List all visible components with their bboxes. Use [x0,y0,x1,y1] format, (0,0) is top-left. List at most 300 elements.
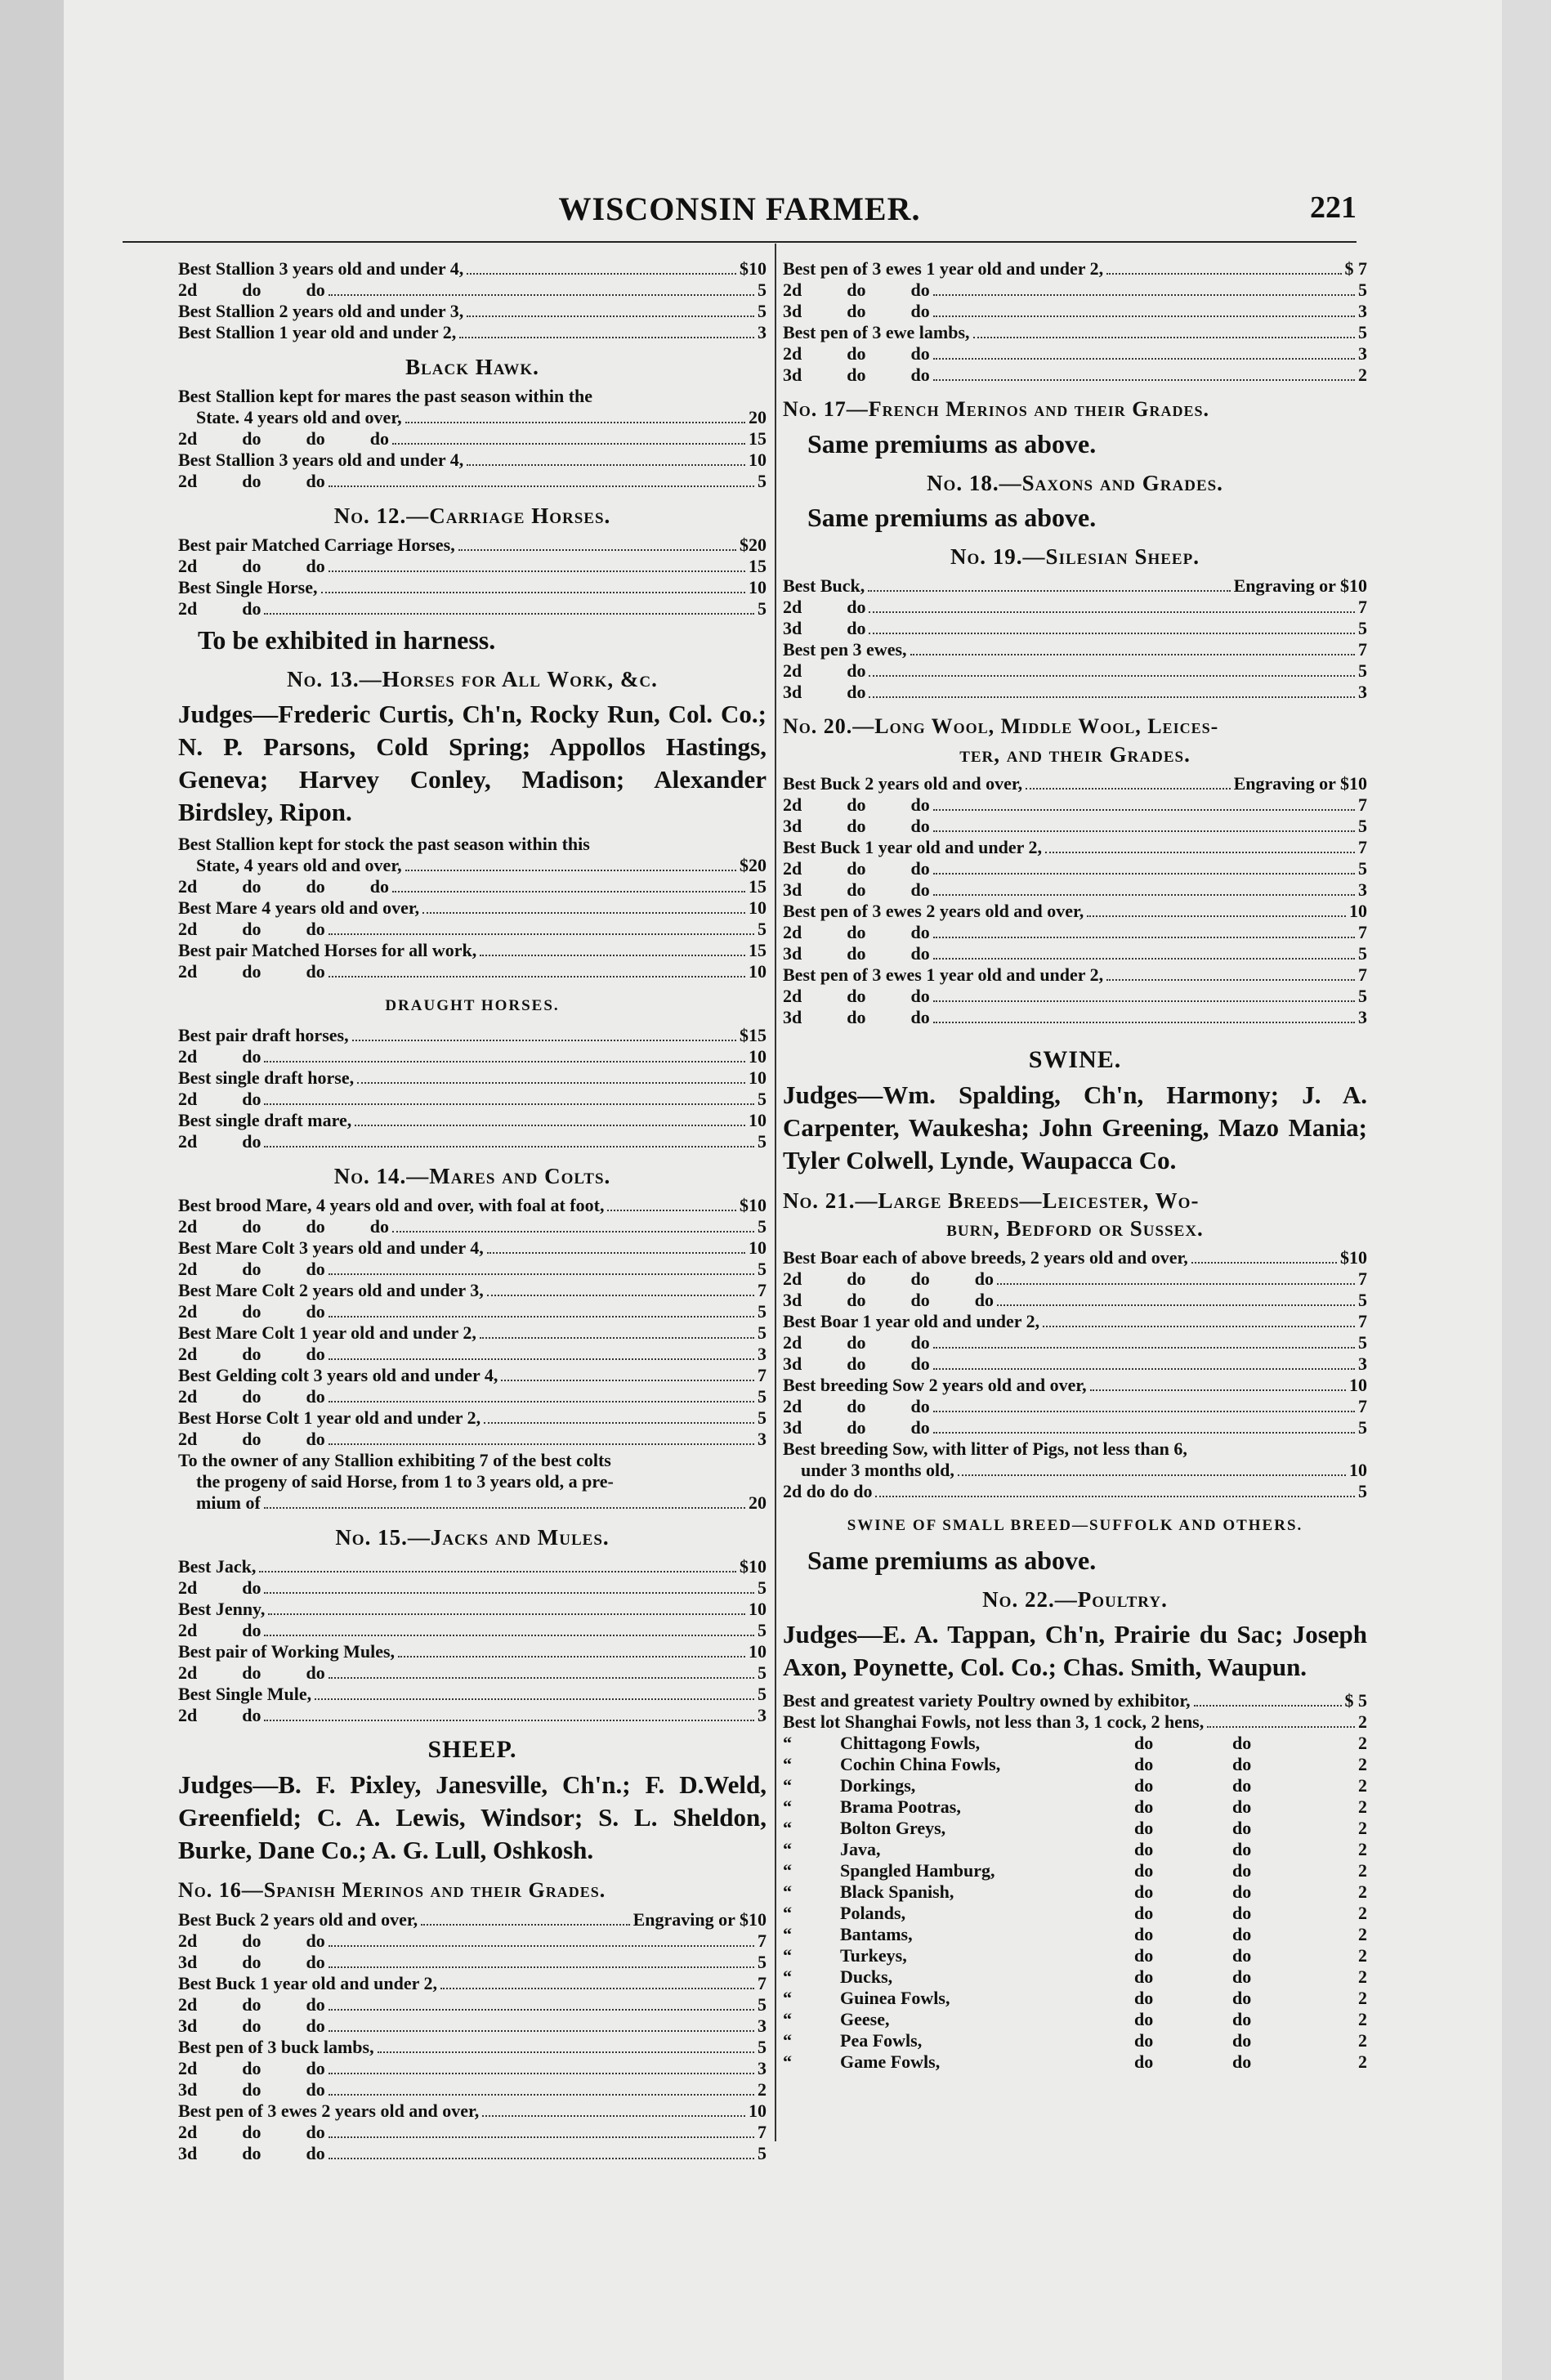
premium-label: Best Gelding colt 3 years old and under 4, [178,1365,498,1385]
premium-line [178,428,767,450]
premium-label: Best pair of Working Mules, [178,1641,396,1662]
dot-leader [264,1146,754,1148]
dot-leader [973,337,1355,338]
premium-label: Best Boar 1 year old and under 2, [783,1311,1040,1331]
premium-amount: 3 [758,1344,767,1364]
premium-line [783,1438,1367,1460]
premium-line [178,1344,767,1365]
premium-amount: 5 [1358,1332,1367,1353]
premium-label: Best pair Matched Carriage Horses, [178,535,455,555]
dot-leader [357,1082,745,1084]
premium-amount: 2 [1358,1860,1367,1881]
premium-line [178,1705,767,1726]
premium-amount: 20 [749,407,767,427]
premium-amount: 10 [1349,901,1367,921]
premium-amount: $10 [1340,1247,1367,1268]
premium-line [783,901,1367,922]
premium-label: Best Buck 2 years old and over, [783,773,1023,794]
premium-label: mium of [196,1492,261,1513]
ditto-do: do [1134,1881,1154,1902]
premium-label: 3d do do do [783,1290,994,1310]
dot-leader [607,1210,736,1211]
premium-line [178,876,767,897]
dot-leader [329,1945,754,1947]
poultry-row [783,1839,1367,1860]
premium-amount: 10 [1349,1460,1367,1480]
premium-line [783,1481,1367,1502]
premium-label: Best Mare Colt 3 years old and under 4, [178,1237,484,1258]
premium-amount: 5 [1358,858,1367,879]
ditto-do: do [1134,1733,1154,1753]
premium-amount: 3 [758,2058,767,2078]
premium-amount: 5 [1358,618,1367,638]
premium-line [178,1407,767,1429]
premium-line [178,280,767,301]
ditto-do: do [1232,1903,1252,1923]
dot-leader [459,337,754,338]
premium-label: Best pen of 3 ewes 2 years old and over, [783,901,1084,921]
premium-line [178,1322,767,1344]
premium-line [178,1089,767,1110]
ditto-do: do [1134,1966,1154,1987]
premium-amount: 5 [758,280,767,300]
poultry-row [783,1775,1367,1796]
premium-label: Best Buck 2 years old and over, [178,1909,418,1930]
ditto-do: do [1134,1775,1154,1796]
premium-amount: 10 [749,1237,767,1258]
ditto-mark: “ [783,1775,792,1796]
premium-label: 2d do [783,660,866,681]
premium-line [178,961,767,982]
premium-line [178,535,767,556]
premium-amount: 7 [758,1280,767,1300]
premium-line [783,280,1367,301]
dot-leader [997,1304,1355,1306]
premium-line [783,816,1367,837]
premium-line [783,964,1367,986]
work-horses-list [178,876,767,982]
dot-leader [933,1347,1355,1349]
premium-line [178,1930,767,1952]
ditto-mark: “ [783,2009,792,2029]
premium-amount: 7 [1358,837,1367,857]
premium-line [783,943,1367,964]
premium-label: Best Stallion 1 year old and under 2, [178,322,457,342]
premium-amount: 2 [1358,1966,1367,1987]
premium-line [178,1492,767,1514]
dot-leader [329,1677,754,1679]
premium-amount: Engraving or $10 [632,1909,767,1930]
premium-label: 2d do [178,1089,261,1109]
premium-amount: 7 [758,2122,767,2142]
poultry-row [783,1860,1367,1881]
dot-leader [869,611,1355,613]
premium-amount: 7 [758,1365,767,1385]
premium-amount: Engraving or $10 [1233,575,1367,596]
premium-amount: 5 [758,1620,767,1640]
section-heading: No. 22.—Poultry. [982,1587,1168,1612]
dot-leader [392,1231,754,1232]
premium-amount: $20 [740,855,767,875]
dot-leader [933,873,1355,875]
premium-amount: 7 [1358,922,1367,942]
poultry-row [783,1945,1367,1966]
breed-name: Polands, [840,1903,906,1923]
dot-leader [392,443,745,445]
premium-label: 2d do do [783,343,930,364]
premium-amount: $15 [740,1025,767,1045]
premium-line [178,1301,767,1322]
premium-label: 2d do do do [178,1216,389,1237]
long-wool-list [783,773,1367,1028]
dot-leader [869,675,1355,677]
breed-name: Guinea Fowls, [840,1988,950,2008]
premium-label: 3d do do [783,1353,930,1374]
poultry-row [783,2051,1367,2073]
premium-amount: $10 [740,1556,767,1577]
draught-list [178,1025,767,1152]
premium-line [178,1067,767,1089]
dot-leader [329,1966,754,1968]
dot-leader [268,1613,745,1615]
breed-name: Spangled Hamburg, [840,1860,995,1881]
dot-leader [329,294,754,296]
premium-line [178,2122,767,2143]
dot-leader [329,1443,754,1445]
premium-line [178,1450,767,1471]
premium-label: 2d do do [178,471,325,491]
premium-line [178,1237,767,1259]
premium-amount: 3 [1358,1007,1367,1027]
ditto-mark: “ [783,1796,792,1817]
premium-amount: 10 [749,450,767,470]
premium-amount: 2 [1358,1754,1367,1774]
premium-line [783,639,1367,660]
premium-line [178,1365,767,1386]
judges-paragraph: Judges—Frederic Curtis, Ch'n, Rocky Run, Col. Co.; N. P. Parsons, Cold Spring; Appollos Hastings, Geneva; Harvey Conley, Madison; Alexander Birdsley, Ripon. [178,700,767,826]
premium-amount: 5 [758,1684,767,1704]
premium-line [178,1641,767,1662]
ditto-do: do [1232,1775,1252,1796]
premium-line [783,1007,1367,1028]
page-number: 221 [1310,190,1357,225]
premium-line [783,1690,1367,1711]
ditto-mark: “ [783,1733,792,1753]
premium-amount: 3 [1358,301,1367,321]
premium-amount: 10 [749,897,767,918]
section-heading: No. 20.—Long Wool, Middle Wool, Leices- [783,714,1219,738]
dot-leader [868,590,1230,592]
premium-line [178,1259,767,1280]
premium-label: Best and greatest variety Poultry owned by exhibitor, [783,1690,1191,1711]
dot-leader [997,1283,1355,1285]
jacks-list [178,1556,767,1726]
dot-leader [933,809,1355,811]
premium-label: Best Buck 1 year old and under 2, [178,1973,438,1993]
dot-leader [484,1422,754,1424]
premium-line [178,1952,767,1973]
ditto-do: do [1134,1818,1154,1838]
header-rule [123,241,1357,243]
premium-label: Best Jack, [178,1556,257,1577]
premium-label: Best Stallion 3 years old and under 4, [178,450,464,470]
dot-leader [933,1022,1355,1023]
ditto-mark: “ [783,1818,792,1838]
dot-leader [501,1380,754,1381]
premium-label: 2d do do [178,1386,325,1407]
dot-leader [933,379,1355,381]
premium-label: 2d do do [178,1930,325,1951]
premium-line [783,365,1367,386]
dot-leader [487,1252,745,1254]
premium-amount: 10 [749,1599,767,1619]
premium-label: 2d do do [783,794,930,815]
dot-leader [467,273,736,275]
premium-label: Best pen 3 ewes, [783,639,907,660]
premium-label: 2d do [178,1046,261,1067]
ditto-mark: “ [783,1988,792,2008]
ditto-do: do [1232,1881,1252,1902]
premium-amount: 3 [1358,343,1367,364]
mares-list [178,1195,767,1450]
premium-label: Best brood Mare, 4 years old and over, with foal at foot, [178,1195,605,1215]
premium-amount: 5 [1358,816,1367,836]
ditto-do: do [1232,1860,1252,1881]
section-note: To be exhibited in harness. [198,625,496,655]
premium-amount: 5 [758,471,767,491]
premium-amount: 2 [1358,1796,1367,1817]
premium-amount: 2 [1358,1903,1367,1923]
premium-amount: 10 [1349,1375,1367,1395]
dot-leader [264,1061,745,1062]
premium-amount: 3 [758,2015,767,2036]
ditto-mark: “ [783,1945,792,1966]
premium-amount: $ 5 [1344,1690,1367,1711]
silesian-list [783,575,1367,703]
premium-line [178,556,767,577]
column-divider [775,244,776,2141]
right-top-list [783,258,1367,386]
premium-amount: 3 [1358,1353,1367,1374]
premium-amount: 2 [1358,1988,1367,2008]
ditto-do: do [1134,1988,1154,2008]
dot-leader [933,1432,1355,1434]
ditto-mark: “ [783,1924,792,1944]
poultry-row [783,1966,1367,1988]
premium-line [783,1460,1367,1481]
line-text: To the owner of any Stallion exhibiting 7 of the best colts [178,1450,611,1470]
ditto-do: do [1232,2051,1252,2072]
premium-label: 3d do do [783,1007,930,1027]
premium-amount: 5 [758,598,767,619]
premium-amount: $10 [740,1195,767,1215]
dot-leader [933,1368,1355,1370]
premium-amount: 2 [1358,1839,1367,1859]
poultry-row [783,1796,1367,1818]
merinos-list [178,1909,767,2164]
premium-line [178,1662,767,1684]
premium-line [178,1046,767,1067]
premium-line [783,575,1367,597]
ditto-do: do [1232,1966,1252,1987]
dot-leader [329,1316,754,1318]
premium-label: 2d do do [178,280,325,300]
dot-leader [910,654,1355,655]
dot-leader [329,1401,754,1402]
section-note: Same premiums as above. [807,503,1097,532]
premium-label: Best Stallion 3 years old and under 4, [178,258,464,279]
ditto-do: do [1134,1860,1154,1881]
premium-line [178,1909,767,1930]
premium-amount: 5 [758,2143,767,2163]
dot-leader [933,1411,1355,1412]
premium-label: 2d do do [783,858,930,879]
dot-leader [933,937,1355,938]
premium-label: 2d do do [178,2058,325,2078]
premium-line [178,407,767,428]
breed-name: Chittagong Fowls, [840,1733,981,1753]
premium-label: 3d do do [783,816,930,836]
premium-amount: 5 [1358,322,1367,342]
judges-paragraph: Judges—B. F. Pixley, Janesville, Ch'n.; F. D.Weld, Greenfield; C. A. Lewis, Windsor; S. L. Sheldon, Burke, Dane Co.; A. G. Lull, Oshkosh. [178,1770,767,1864]
premium-line [178,2058,767,2079]
premium-amount: 5 [758,1952,767,1972]
premium-line [783,597,1367,618]
section-heading: SWINE OF SMALL BREED—SUFFOLK AND OTHERS. [847,1517,1303,1534]
dot-leader [264,1720,754,1721]
premium-label: Best Buck, [783,575,865,596]
section-heading: No. 18.—Saxons and Grades. [927,471,1223,495]
ditto-do: do [1232,1754,1252,1774]
premium-label: State. 4 years old and over, [196,407,402,427]
premium-line [783,258,1367,280]
premium-line [178,471,767,492]
premium-amount: 20 [749,1492,767,1513]
premium-label: 3d do [783,682,866,702]
dot-leader [869,696,1355,698]
premium-label: Best pair Matched Horses for all work, [178,940,477,960]
premium-amount: 7 [758,1973,767,1993]
premium-amount: 2 [1358,2030,1367,2051]
premium-amount: 15 [749,940,767,960]
premium-amount: 10 [749,2100,767,2121]
dot-leader [405,870,736,871]
dot-leader [315,1698,754,1700]
ditto-mark: “ [783,1754,792,1774]
ditto-do: do [1232,1988,1252,2008]
dot-leader [1026,788,1230,790]
poultry-row [783,1988,1367,2009]
premium-amount: 2 [1358,1818,1367,1838]
ditto-mark: “ [783,1881,792,1902]
ditto-mark: “ [783,2030,792,2051]
premium-amount: 5 [758,301,767,321]
premium-label: 2d do [178,598,261,619]
premium-line [783,343,1367,365]
premium-amount: 7 [1358,794,1367,815]
poultry-list [783,1733,1367,2073]
breed-name: Black Spanish, [840,1881,954,1902]
section-heading-cont: burn, Bedford or Sussex. [946,1216,1204,1241]
premium-amount: 10 [749,577,767,597]
dot-leader [440,1988,754,1989]
premium-line [783,858,1367,879]
premium-label: Best single draft mare, [178,1110,352,1130]
premium-line [783,794,1367,816]
premium-label: 2d do do [178,1301,325,1322]
premium-label: Best breeding Sow 2 years old and over, [783,1375,1087,1395]
dot-leader [329,1358,754,1360]
premium-line [783,1290,1367,1311]
premium-label: 3d do do [783,365,930,385]
premium-amount: 3 [1358,879,1367,900]
premium-amount: 7 [1358,964,1367,985]
section-heading: No. 13.—Horses for All Work, &c. [287,667,658,691]
premium-line [783,1396,1367,1417]
dot-leader [458,549,736,551]
premium-amount: 3 [758,1705,767,1725]
dot-leader [264,1103,754,1105]
dot-leader [482,2115,745,2117]
premium-label: Best Mare Colt 1 year old and under 2, [178,1322,476,1343]
premium-label: 3d do do [178,2143,325,2163]
premium-line [178,1386,767,1407]
premium-amount: $20 [740,535,767,555]
premium-amount: 10 [749,1046,767,1067]
premium-line [178,1216,767,1237]
ditto-do: do [1232,1839,1252,1859]
premium-line [783,1375,1367,1396]
premium-amount: 2 [758,2079,767,2100]
section-heading: No. 17—French Merinos and their Grades. [783,397,1209,421]
premium-label: Best Horse Colt 1 year old and under 2, [178,1407,481,1428]
ditto-do: do [1232,2030,1252,2051]
premium-amount: 5 [1358,1481,1367,1501]
premium-line [178,1994,767,2015]
dot-leader [933,294,1355,296]
dot-leader [1106,979,1355,981]
dot-leader [329,570,745,572]
premium-label: Best pair draft horses, [178,1025,349,1045]
premium-amount: 5 [758,919,767,939]
breed-name: Turkeys, [840,1945,907,1966]
dot-leader [467,464,745,466]
premium-amount: 10 [749,1067,767,1088]
premium-line [783,682,1367,703]
premium-amount: 7 [1358,639,1367,660]
premium-amount: 2 [1358,1924,1367,1944]
premium-line [178,1556,767,1577]
premium-amount: 10 [749,1641,767,1662]
premium-line [178,897,767,919]
premium-amount: 5 [758,1216,767,1237]
premium-amount: 5 [758,1386,767,1407]
ditto-do: do [1232,2009,1252,2029]
section-heading: SHEEP. [427,1736,517,1763]
premium-label: 2d do do [178,556,325,576]
premium-label: 2d do do [783,1332,930,1353]
dot-leader [329,2158,754,2159]
premium-amount: 2 [1358,1881,1367,1902]
premium-label: 2d do do [178,1994,325,2015]
premium-line [783,1268,1367,1290]
premium-label: 3d do do [783,301,930,321]
section-note: Same premiums as above. [807,1546,1097,1575]
section-note: Same premiums as above. [807,429,1097,459]
dot-leader [405,422,745,423]
premium-amount: 2 [1358,2009,1367,2029]
dot-leader [933,830,1355,832]
